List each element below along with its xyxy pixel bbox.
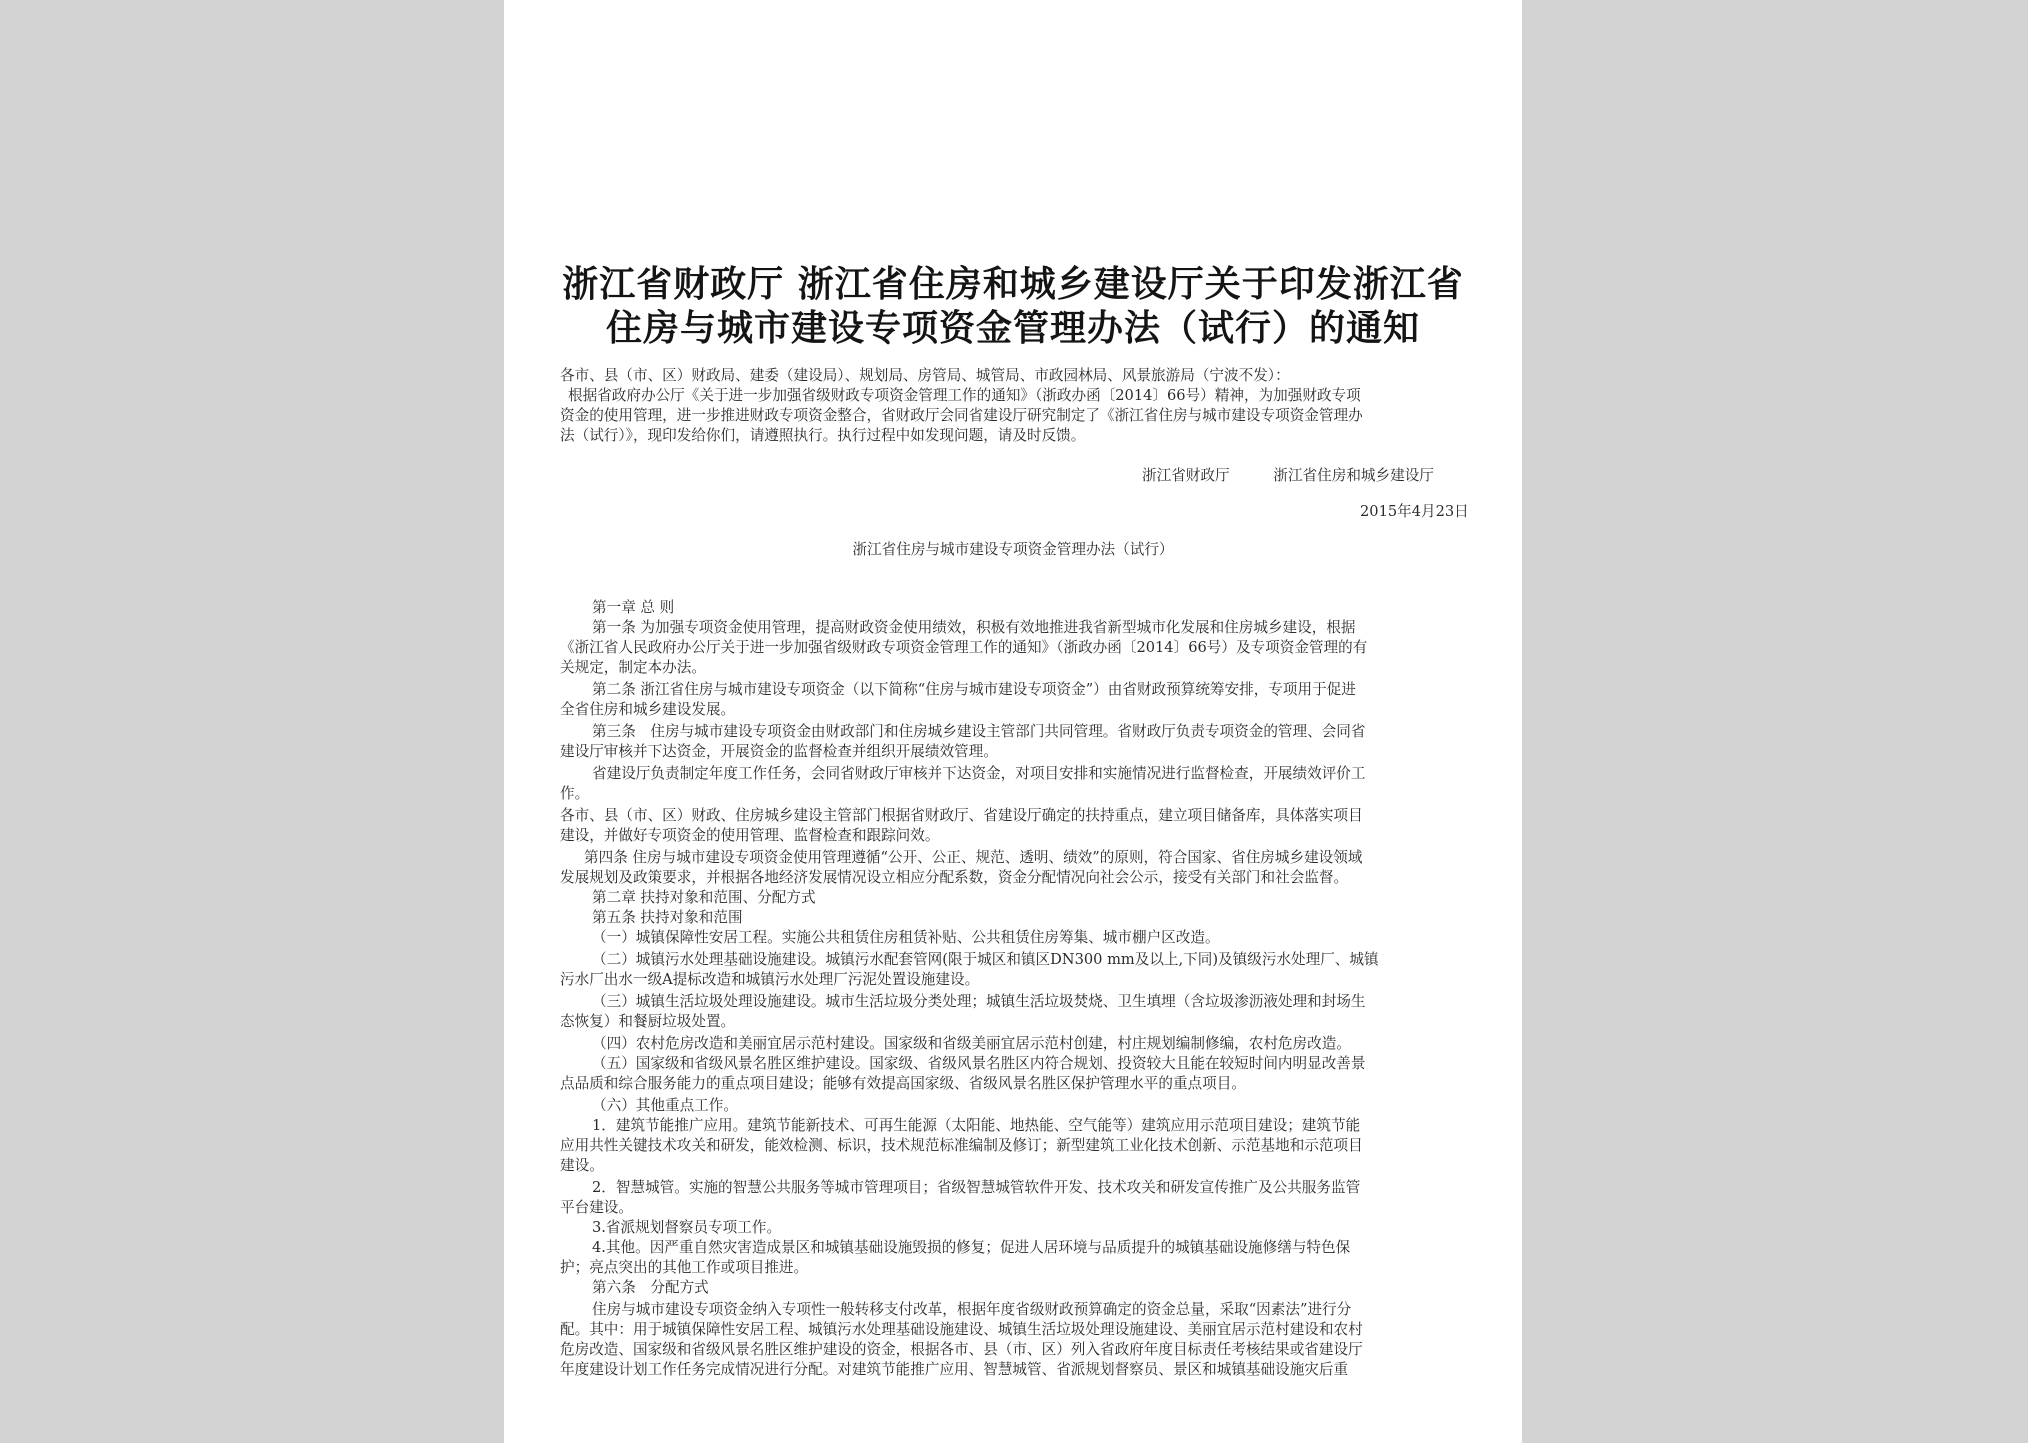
body-line: （六）其他重点工作。 (592, 1097, 738, 1114)
signature-line: 浙江省财政厅 浙江省住房和城乡建设厅 (1142, 467, 1434, 484)
body-line: 全省住房和城乡建设发展。 (560, 701, 736, 718)
body-line: 2．智慧城管。实施的智慧公共服务等城市管理项目；省级智慧城管软件开发、技术攻关和研发宣传推广及公共服务监管 (592, 1179, 1361, 1196)
body-line: 发展规划及政策要求，并根据各地经济发展情况设立相应分配系数，资金分配情况向社会公示，接受有关部门和社会监督。 (560, 869, 1349, 886)
body-line: 省建设厅负责制定年度工作任务，会同省财政厅审核并下达资金，对项目安排和实施情况进行监督检查，开展绩效评价工 (592, 765, 1366, 782)
body-line: （三）城镇生活垃圾处理设施建设。城市生活垃圾分类处理；城镇生活垃圾焚烧、卫生填埋（含垃圾渗沥液处理和封场生 (592, 993, 1366, 1010)
chapter-heading: 第二章 扶持对象和范围、分配方式 (592, 889, 816, 906)
body-line: 关规定，制定本办法。 (560, 659, 706, 676)
body-line: 污水厂出水一级A提标改造和城镇污水处理厂污泥处置设施建设。 (560, 971, 980, 988)
body-line: 建设。 (560, 1157, 604, 1174)
article-heading: 第五条 扶持对象和范围 (592, 909, 743, 926)
body-line: 作。 (560, 785, 590, 802)
body-line: 资金的使用管理，进一步推进财政专项资金整合，省财政厅会同省建设厅研究制定了《浙江省住房与城市建设专项资金管理办 (560, 407, 1363, 424)
body-line: 根据省政府办公厅《关于进一步加强省级财政专项资金管理工作的通知》（浙政办函〔2014〕66号）精神，为加强财政专项 (568, 387, 1361, 404)
body-line: 住房与城市建设专项资金纳入专项性一般转移支付改革，根据年度省级财政预算确定的资金总量，采取“因素法”进行分 (592, 1301, 1352, 1318)
body-line: 第二条 浙江省住房与城市建设专项资金（以下简称“住房与城市建设专项资金”）由省财政预算统筹安排，专项用于促进 (592, 681, 1356, 698)
body-line: 3.省派规划督察员专项工作。 (592, 1219, 782, 1236)
body-line: （四）农村危房改造和美丽宜居示范村建设。国家级和省级美丽宜居示范村创建，村庄规划编制修编，农村危房改造。 (592, 1035, 1351, 1052)
title-line-2: 住房与城市建设专项资金管理办法（试行）的通知 (605, 307, 1420, 349)
body-line: 应用共性关键技术攻关和研发，能效检测、标识，技术规范标准编制及修订；新型建筑工业化技术创新、示范基地和示范项目 (560, 1137, 1363, 1154)
measures-title: 浙江省住房与城市建设专项资金管理办法（试行） (852, 541, 1174, 558)
body-line: （一）城镇保障性安居工程。实施公共租赁住房租赁补贴、公共租赁住房筹集、城市棚户区改造。 (592, 929, 1220, 946)
body-line: 建设厅审核并下达资金，开展资金的监督检查并组织开展绩效管理。 (560, 743, 998, 760)
body-line: 第一条 为加强专项资金使用管理，提高财政资金使用绩效，积极有效地推进我省新型城市化发展和住房城乡建设，根据 (592, 619, 1356, 636)
body-line: 态恢复）和餐厨垃圾处置。 (560, 1013, 736, 1030)
body-line: 护；亮点突出的其他工作或项目推进。 (560, 1259, 809, 1276)
body-line: 第三条 住房与城市建设专项资金由财政部门和住房城乡建设主管部门共同管理。省财政厅负责专项资金的管理、会同省 (592, 723, 1366, 740)
document-page (504, 0, 1522, 1443)
date-line: 2015年4月23日 (1360, 503, 1469, 520)
body-line: 平台建设。 (560, 1199, 633, 1216)
body-line: 点品质和综合服务能力的重点项目建设；能够有效提高国家级、省级风景名胜区保护管理水平的重点项目。 (560, 1075, 1246, 1092)
body-line: 1．建筑节能推广应用。建筑节能新技术、可再生能源（太阳能、地热能、空气能等）建筑应用示范项目建设；建筑节能 (592, 1117, 1361, 1134)
body-line: 年度建设计划工作任务完成情况进行分配。对建筑节能推广应用、智慧城管、省派规划督察员、景区和城镇基础设施灾后重 (560, 1361, 1349, 1378)
body-line: （二）城镇污水处理基础设施建设。城镇污水配套管网(限于城区和镇区DN300 mm及以上,下同)及镇级污水处理厂、城镇 (592, 951, 1379, 968)
body-line: 危房改造、国家级和省级风景名胜区维护建设的资金，根据各市、县（市、区）列入省政府年度目标责任考核结果或省建设厅 (560, 1341, 1363, 1358)
body-line: （五）国家级和省级风景名胜区维护建设。国家级、省级风景名胜区内符合规划、投资较大且能在较短时间内明显改善景 (592, 1055, 1366, 1072)
body-line: 法（试行）》，现印发给你们，请遵照执行。执行过程中如发现问题，请及时反馈。 (560, 427, 1086, 444)
body-line: 建设，并做好专项资金的使用管理、监督检查和跟踪问效。 (560, 827, 940, 844)
article-heading: 第六条 分配方式 (592, 1279, 709, 1296)
body-line: 4.其他。因严重自然灾害造成景区和城镇基础设施毁损的修复；促进人居环境与品质提升的城镇基础设施修缮与特色保 (592, 1239, 1351, 1256)
body-line: 第四条 住房与城市建设专项资金使用管理遵循“公开、公正、规范、透明、绩效”的原则，符合国家、省住房城乡建设领域 (584, 849, 1363, 866)
document-title (504, 262, 1522, 350)
body-line: 配。其中：用于城镇保障性安居工程、城镇污水处理基础设施建设、城镇生活垃圾处理设施建设、美丽宜居示范村建设和农村 (560, 1321, 1363, 1338)
chapter-heading: 第一章 总 则 (592, 599, 675, 616)
addressee-line: 各市、县（市、区）财政局、建委（建设局）、规划局、房管局、城管局、市政园林局、风景旅游局（宁波不发）： (560, 367, 1290, 384)
body-line: 《浙江省人民政府办公厅关于进一步加强省级财政专项资金管理工作的通知》（浙政办函〔2014〕66号）及专项资金管理的有 (560, 639, 1368, 656)
body-line: 各市、县（市、区）财政、住房城乡建设主管部门根据省财政厅、省建设厅确定的扶持重点，建立项目储备库，具体落实项目 (560, 807, 1363, 824)
title-line-1: 浙江省财政厅 浙江省住房和城乡建设厅关于印发浙江省 (562, 263, 1464, 305)
